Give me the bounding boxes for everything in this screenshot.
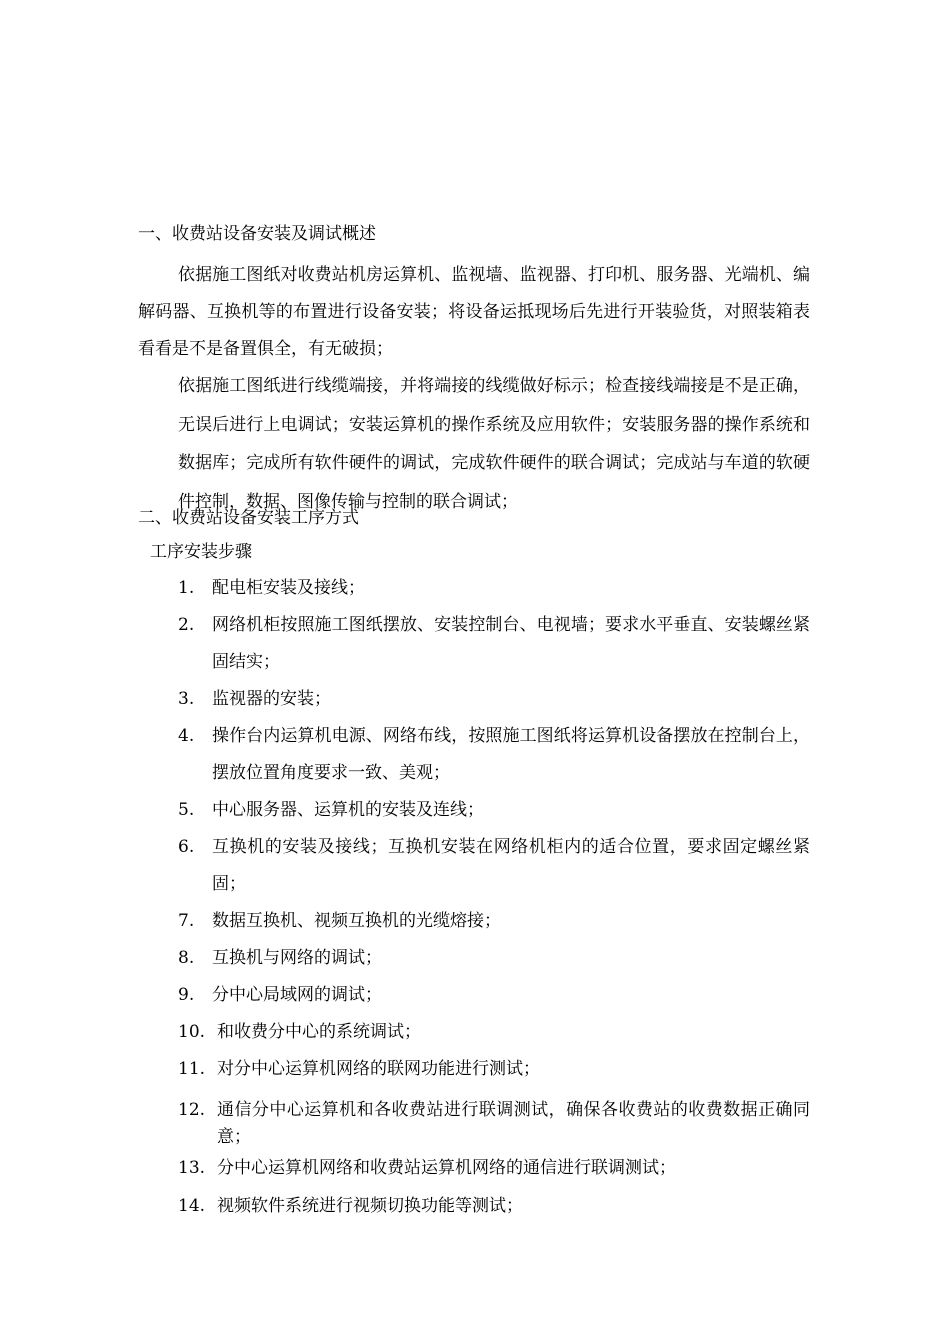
step-item [178, 570, 810, 607]
section-2-heading: 二、收费站设备安装工序方式 [138, 508, 359, 528]
step-text: 互换机与网络的调试； [212, 948, 382, 968]
step-text: 分中心局域网的调试； [212, 985, 382, 1005]
step-item [178, 718, 810, 792]
step-text: 操作台内运算机电源、网络布线，按照施工图纸将运算机设备摆放在控制台上，摆放位置角度要求一致、美观； [212, 726, 810, 783]
step-text: 监视器的安装； [212, 689, 331, 709]
step-number: 8. [178, 948, 195, 968]
step-number: 5. [178, 800, 195, 820]
section-1-paragraph-1: 依据施工图纸对收费站机房运算机、监视墙、监视器、打印机、服务器、光端机、编解码器、互换机等的布置进行设备安装；将设备运抵现场后先进行开装验货，对照装箱表看看是不是备置俱全，有无破损； [138, 265, 810, 359]
step-text: 对分中心运算机网络的联网功能进行测试； [217, 1059, 540, 1079]
step-text: 分中心运算机网络和收费站运算机网络的通信进行联调测试； [217, 1158, 676, 1178]
steps-subheading: 工序安装步骤 [150, 542, 252, 562]
step-number: 9. [178, 985, 195, 1005]
step-item [178, 1097, 810, 1151]
step-item [178, 940, 810, 977]
step-item [178, 829, 810, 903]
section-1-heading: 一、收费站设备安装及调试概述 [138, 224, 376, 244]
step-text: 网络机柜按照施工图纸摆放、安装控制台、电视墙；要求水平垂直、安装螺丝紧固结实； [212, 615, 810, 672]
step-number: 7. [178, 911, 195, 931]
step-number: 2. [178, 615, 195, 635]
section-1-paragraph-2: 依据施工图纸进行线缆端接，并将端接的线缆做好标示；检查接线端接是不是正确，无误后进行上电调试；安装运算机的操作系统及应用软件；安装服务器的操作系统和数据库；完成所有软件硬件的调试，完成软件硬件的联合调试；完成站与车道的软硬件控制，数据、图像传输与控制的联合调试； [178, 376, 810, 512]
step-number: 11. [178, 1059, 206, 1079]
step-item [178, 1188, 810, 1225]
step-text: 数据互换机、视频互换机的光缆熔接； [212, 911, 501, 931]
step-item [178, 607, 810, 681]
step-number: 12. [178, 1100, 206, 1120]
step-number: 3. [178, 689, 195, 709]
step-text: 通信分中心运算机和各收费站进行联调测试，确保各收费站的收费数据正确同意； [217, 1100, 810, 1147]
step-item [178, 1150, 810, 1187]
step-item [178, 792, 810, 829]
step-number: 6. [178, 837, 195, 857]
step-text: 和收费分中心的系统调试； [217, 1022, 421, 1042]
step-item [178, 681, 810, 718]
step-text: 中心服务器、运算机的安装及连线； [212, 800, 484, 820]
step-text: 配电柜安装及接线； [212, 578, 365, 598]
step-text: 互换机的安装及接线；互换机安装在网络机柜内的适合位置，要求固定螺丝紧固； [212, 837, 810, 894]
step-text: 视频软件系统进行视频切换功能等测试； [217, 1196, 523, 1216]
step-number: 4. [178, 726, 195, 746]
step-item [178, 1051, 810, 1088]
step-item [178, 977, 810, 1014]
step-number: 10. [178, 1022, 206, 1042]
step-item [178, 903, 810, 940]
step-number: 1. [178, 578, 195, 598]
step-item [178, 1014, 810, 1051]
step-number: 14. [178, 1196, 206, 1216]
step-number: 13. [178, 1158, 206, 1178]
